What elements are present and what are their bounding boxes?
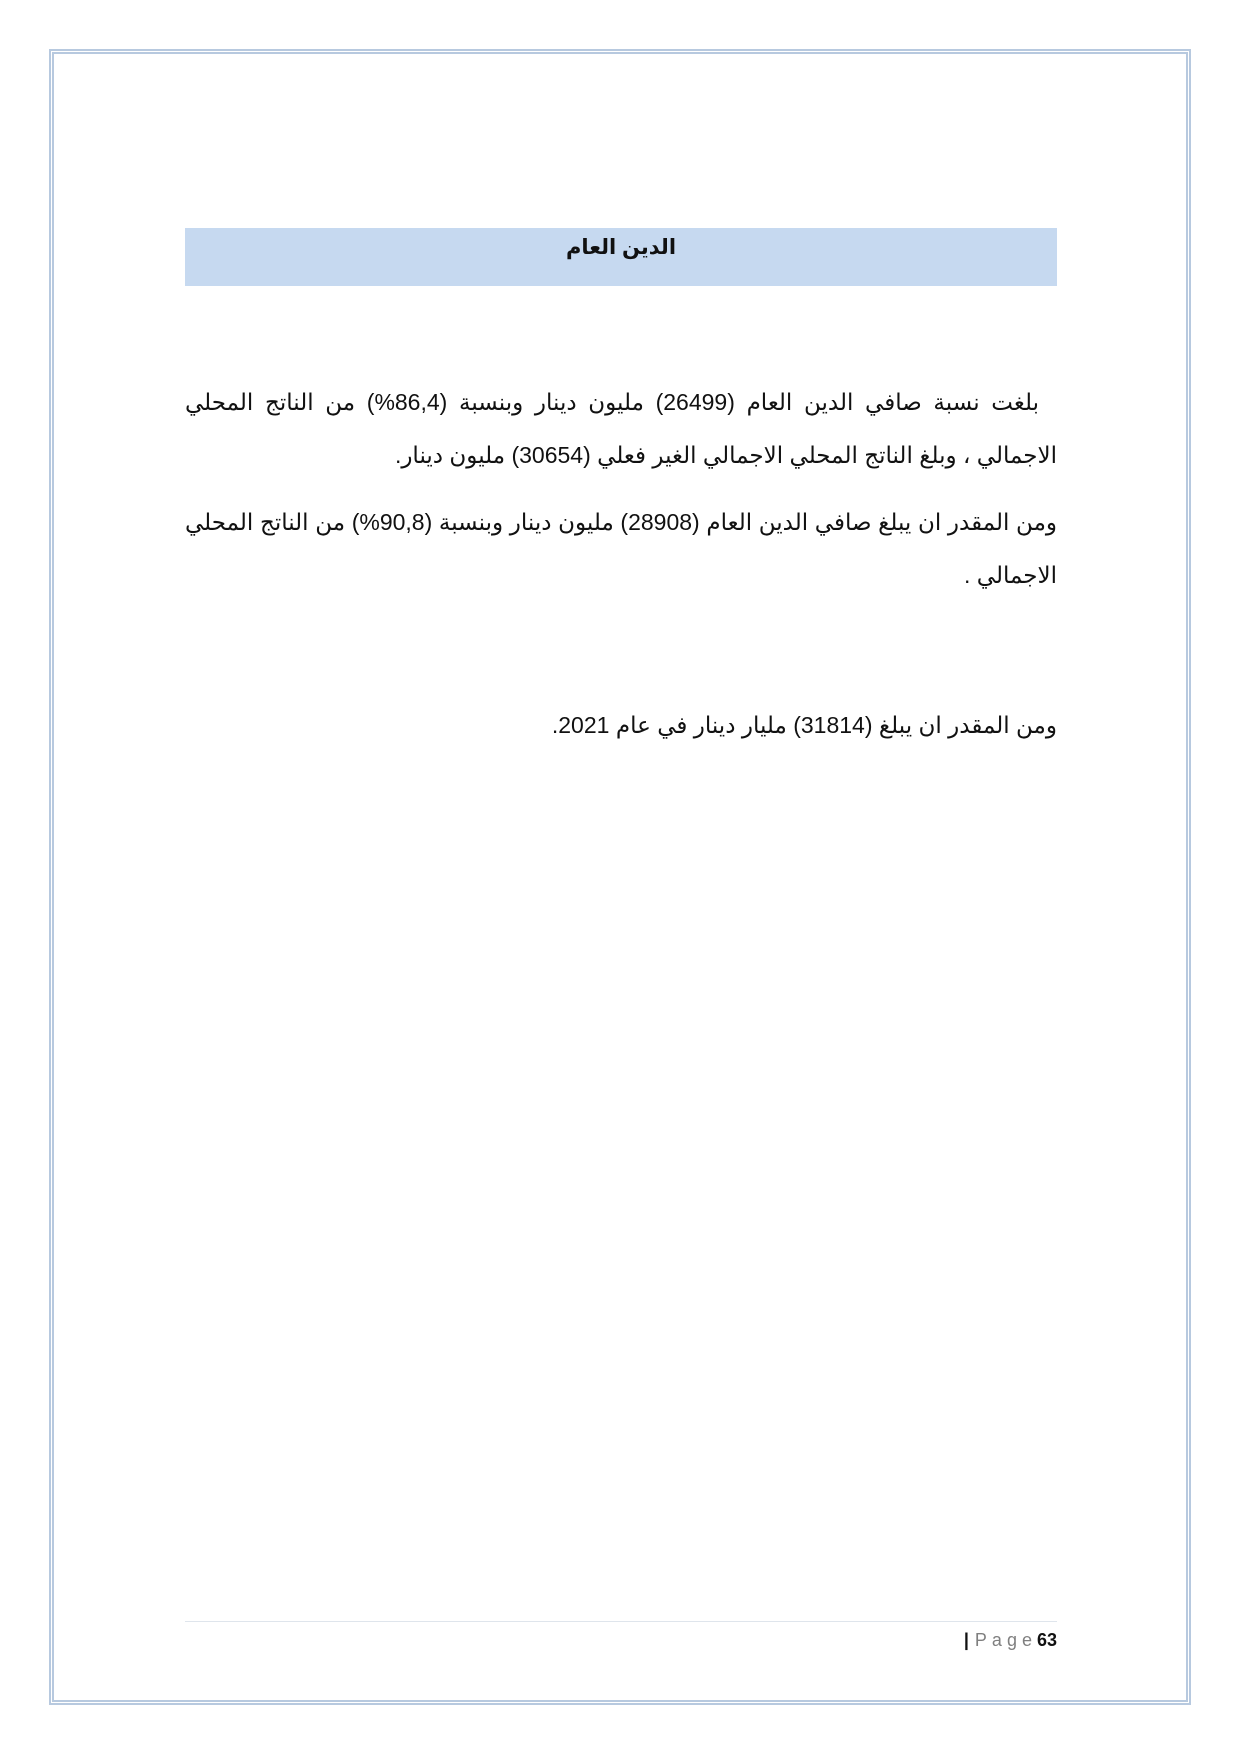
paragraph-estimate-2021: ومن المقدر ان يبلغ (31814) مليار دينار في عام 2021. <box>551 712 1057 738</box>
page-footer <box>185 1621 1057 1650</box>
footer-separator: | <box>963 1630 969 1650</box>
paragraph-estimated-debt: ومن المقدر ان يبلغ صافي الدين العام (28908) مليون دينار وبنسبة (90,8%) من الناتج المحلي الاجمالي . <box>185 509 1057 588</box>
page-number-label <box>964 1630 1057 1651</box>
section-heading: الدين العام <box>185 228 1057 286</box>
paragraph-net-debt: بلغت نسبة صافي الدين العام (26499) مليون دينار وبنسبة (86,4%) من الناتج المحلي الاجمالي ، وبلغ الناتج المحلي الاجمالي الغير فعلي (30654) مليون دينار. <box>185 389 1057 468</box>
footer-page-number: 63 <box>1036 1630 1057 1650</box>
footer-page-word: Page <box>974 1630 1037 1650</box>
page-content <box>185 228 1057 752</box>
